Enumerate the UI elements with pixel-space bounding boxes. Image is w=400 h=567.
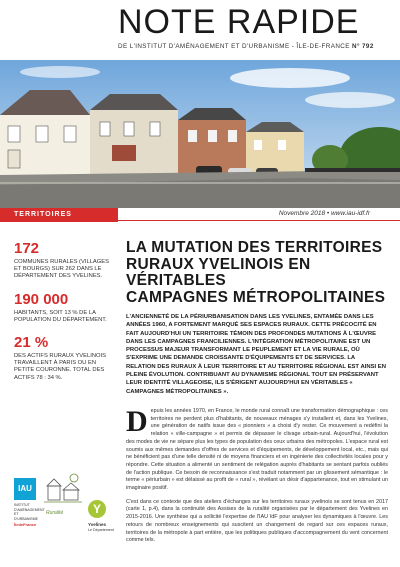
- headline-line: LA MUTATION DES TERRITOIRES: [126, 239, 383, 256]
- subtitle-text: DE L'INSTITUT D'AMÉNAGEMENT ET D'URBANISME - ÎLE-DE-FRANCE: [118, 43, 350, 50]
- stat-value: 21 %: [14, 334, 49, 352]
- publication-title: NOTE RAPIDE: [118, 3, 360, 41]
- drop-cap: D: [126, 405, 148, 438]
- yvelines-logo: Y: [88, 500, 106, 518]
- masthead: [0, 0, 400, 60]
- iledefrance-logo: ÎledeFrance: [14, 522, 37, 527]
- publication-subtitle: [118, 43, 374, 50]
- stat-description: HABITANTS, SOIT 13 % DE LA POPULATION DU DÉPARTEMENT.: [14, 309, 107, 323]
- iau-logo-subtitle: INSTITUT D'AMÉNAGEMENT ET D'URBANISME: [14, 503, 45, 521]
- ruralite-label: Ruralité: [46, 510, 64, 516]
- stat-description: COMMUNES RURALES (VILLAGES ET BOURGS) SUR 262 DANS LE DÉPARTEMENT DES YVELINES.: [14, 259, 110, 280]
- stat-description: DES ACTIFS RURAUX YVELINOIS TRAVAILLENT À PARIS OU EN PETITE COURONNE. TOTAL DES ACTIFS 78 : 34 %.: [14, 353, 107, 381]
- key-figures: [14, 240, 110, 392]
- stat-item: [14, 334, 110, 382]
- stat-value: 190 000: [14, 290, 69, 308]
- iau-logo: IAU: [14, 478, 36, 500]
- cover-photo: [0, 60, 400, 208]
- article-headline: [126, 240, 386, 306]
- headline-line: RURAUX YVELINOIS EN VÉRITABLES: [126, 255, 311, 289]
- article-body: [126, 405, 388, 551]
- divider-line: [118, 220, 400, 221]
- stat-item: [14, 291, 110, 324]
- publication-date: Novembre 2018 • www.iau-idf.fr: [278, 210, 370, 217]
- body-paragraph: [126, 405, 388, 493]
- paragraph-text: epuis les années 1970, en France, le monde rural connaît une transformation démographique : ces territoires ne perdent plus d'habitants, de nouveaux ménages s'y installent et, dans les Yvelines, une génération de natifs issue des « pionniers » a choisi d'y rester. Ce mouvement a redéfini la relation « ville-campagne » et permis de dépasser le clivage urbain-rural. Aujourd'hui, l'évolution des modes de vie ne sépare plus les types de population des ceux urbains des métropoles. L'espace rural est soumis aux mêmes demandes d'offres de services et d'équipements, de développement local, etc., mais qui ne bénéficient pas d'une telle densité ni de moyens financiers et en ingénierie des collectivités locales pour y répondre. Cette situation a alimenté un sentiment de relégation auprès d'habitants se sentant parfois oubliés de l'action publique. Ce besoin de reconnaissance s'est traduit notamment par un glissement sémantique : le terme « périurbain » est délaissé au profit de « rural », révélant un désir d'appartenance, tout en stimulant un imaginaire positif.: [126, 408, 388, 492]
- yvelines-name: Yvelines: [88, 522, 107, 527]
- stat-item: [14, 240, 110, 281]
- body-paragraph: C'est dans ce contexte que des ateliers d'échanges sur les territoires ruraux yvelinois se sont tenus en 2017 (carte 1, p.4), dans la continuité des Assises de la ruralité organisées par le département des Yvelines en 2015-2016. Une synthèse qui a sollicité l'expertise de l'IAU îdF pour analyser les dynamiques à l'œuvre. Les retours de nombreux enseignements qui suscitent un changement de regard sur ces espaces ruraux, territoires de la métropole à part entière, que les politiques publiques d'accompagnement du vent concernent comme tels.: [126, 498, 388, 544]
- yvelines-subtitle: Le Département: [88, 528, 114, 532]
- issue-number: N° 792: [352, 43, 374, 50]
- section-label: TERRITOIRES: [0, 208, 118, 222]
- partner-logos: [14, 470, 119, 560]
- village-street-illustration: [0, 60, 400, 208]
- ruralite-sketch-icon: [44, 470, 82, 508]
- article-lead: L'ANCIENNETÉ DE LA PÉRIURBANISATION DANS LES YVELINES, ENTAMÉE DANS LES ANNÉES 1960, A FORTEMENT MARQUÉ SES ESPACES RURAUX. CETTE PRÉCOCITÉ EN FAIT AUJOURD'HUI UN TERRITOIRE TÉMOIN DES PROFONDES MUTATIONS À L'ŒUVRE DANS LES CAMPAGNES FRANCILIENNES. L'INTÉGRATION MÉTROPOLITAINE EST UN PROCESSUS MAJEUR TRANSFORMANT LE PEUPLEMENT ET LA VIE RURALE, OÙ S'EXPRIME UNE DEMANDE CROISSANTE D'ÉQUIPEMENTS ET DE SERVICES. LA RELATION DES RURAUX À LEUR TERRITOIRE ET AU TERRITOIRE RÉGIONAL EST AINSI EN PLEINE ÉVOLUTION. CONTRIBUANT AU DYNAMISME RÉGIONAL TOUT EN PRÉSERVANT LEUR IDENTITÉ VILLAGEOISE, ILS S'ÉRIGENT AUJOURD'HUI EN VÉRITABLES « CAMPAGNES MÉTROPOLITAINES ».: [126, 314, 386, 395]
- headline-line: CAMPAGNES MÉTROPOLITAINES: [126, 288, 386, 306]
- stat-value: 172: [14, 240, 40, 257]
